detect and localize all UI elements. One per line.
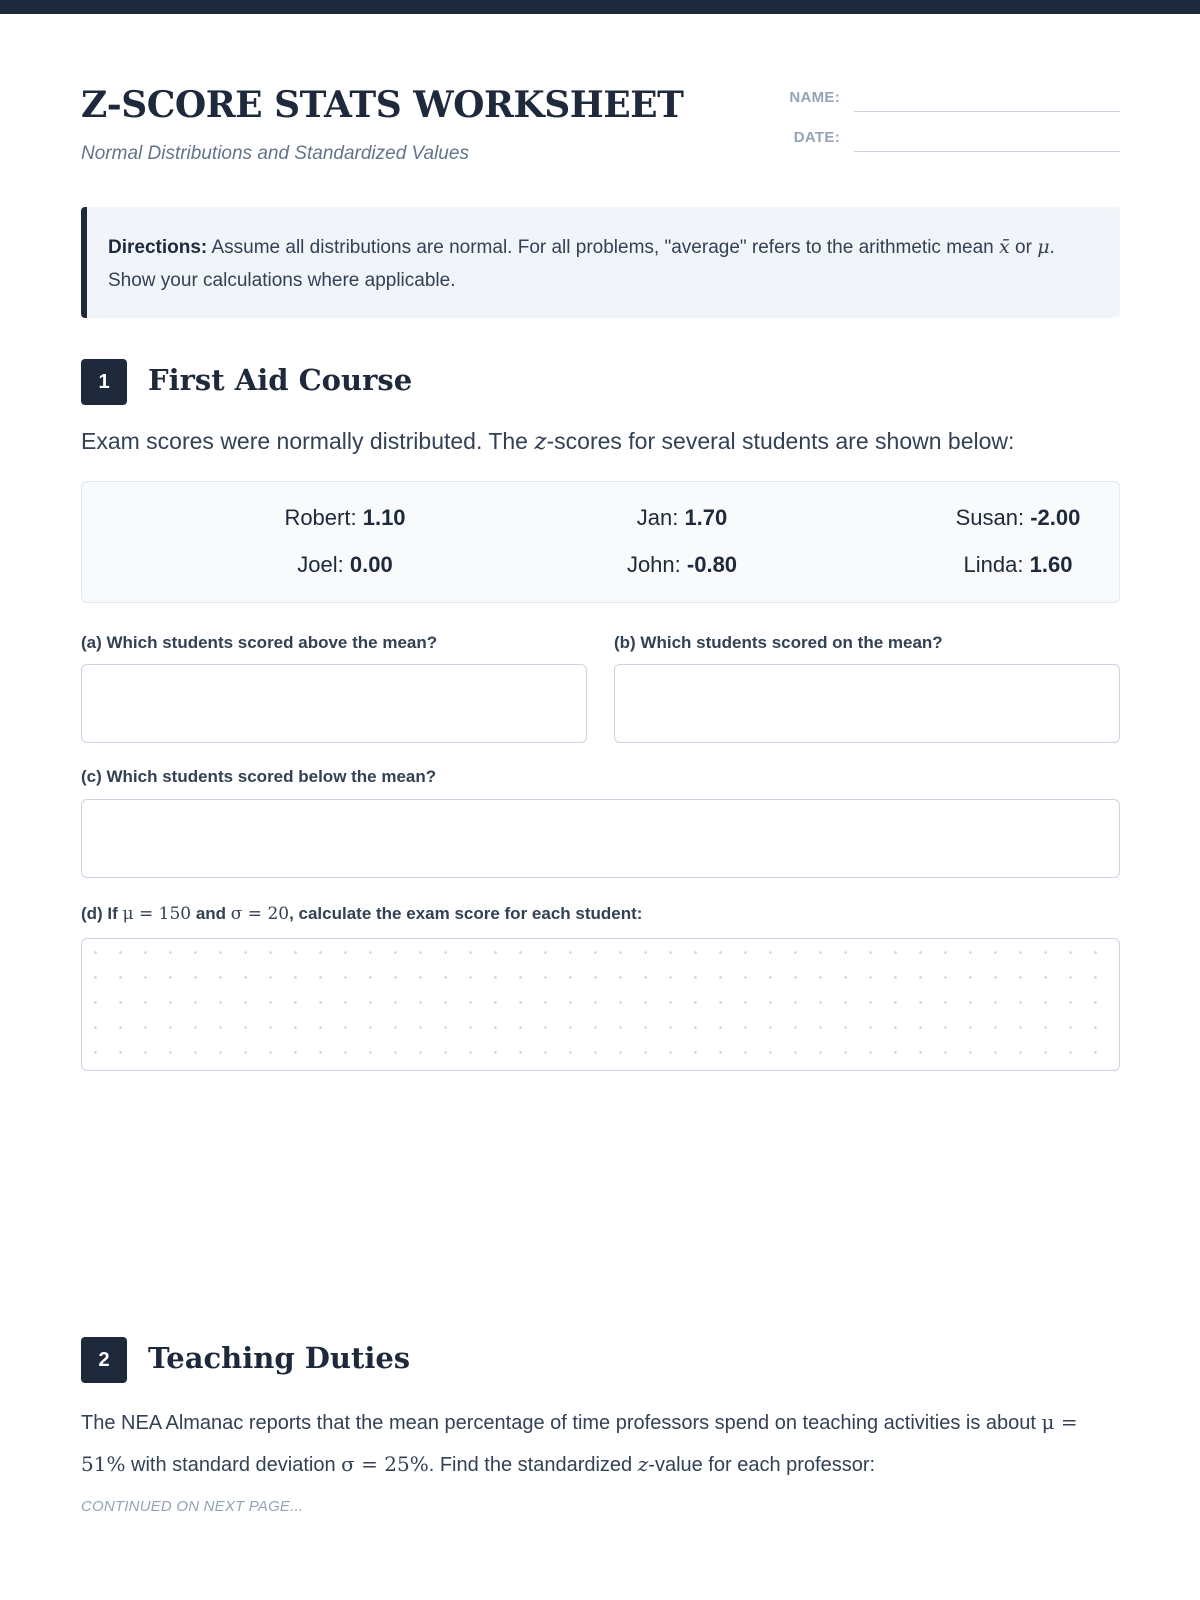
directions-text-b: or xyxy=(1009,237,1038,258)
section-2-text-d: -value for each professor: xyxy=(648,1454,876,1476)
name-field-row xyxy=(780,84,1120,110)
student-score xyxy=(845,505,1191,531)
continued-note: CONTINUED ON NEXT PAGE... xyxy=(81,1498,304,1515)
section-2-badge: 2 xyxy=(81,1337,127,1383)
student-score xyxy=(509,505,855,531)
question-b-label: (b) Which students scored on the mean? xyxy=(614,633,943,652)
student-score xyxy=(172,505,518,531)
section-1-intro xyxy=(81,428,1014,455)
directions-text-a: Assume all distributions are normal. For all problems, "average" refers to the arithmetic mean xyxy=(207,237,1000,258)
section-1-header xyxy=(81,359,681,405)
student-name: Susan: xyxy=(955,505,1025,530)
student-z-value: 1.60 xyxy=(1029,552,1073,577)
answer-d-dot-grid[interactable] xyxy=(81,938,1120,1071)
student-z-value: 1.10 xyxy=(362,505,406,530)
z-symbol: z xyxy=(534,429,547,455)
section-2-paragraph xyxy=(81,1402,1081,1486)
date-label: DATE: xyxy=(793,129,840,146)
mu-equation: μ = 51% xyxy=(81,1410,1078,1476)
directions-text-c: . Show your calculations where applicable. xyxy=(108,237,1055,291)
question-c-label: (c) Which students scored below the mean? xyxy=(81,767,437,786)
question-d-label xyxy=(81,904,642,924)
question-d-text-mid: and xyxy=(191,904,231,923)
answer-c-box[interactable] xyxy=(81,799,1120,878)
z-scores-box xyxy=(81,481,1120,603)
student-score xyxy=(845,552,1191,578)
sigma-equation: σ = 25% xyxy=(341,1452,429,1476)
worksheet-title: Z-SCORE STATS WORKSHEET xyxy=(81,84,684,126)
date-field-row xyxy=(780,124,1120,150)
student-z-value: -2.00 xyxy=(1030,505,1081,530)
student-name: Robert: xyxy=(284,505,357,530)
answer-b-box[interactable] xyxy=(614,664,1120,743)
question-d-text-pre: (d) If xyxy=(81,904,123,923)
student-score xyxy=(509,552,855,578)
student-z-value: -0.80 xyxy=(686,552,738,577)
student-name: Jan: xyxy=(636,505,679,530)
section-1-badge: 1 xyxy=(81,359,127,405)
name-field[interactable] xyxy=(854,111,1120,112)
section-2-title: Teaching Duties xyxy=(148,1341,411,1375)
worksheet-page xyxy=(81,0,1120,1600)
date-field[interactable] xyxy=(854,151,1120,152)
worksheet-header xyxy=(81,84,1120,174)
student-z-value: 1.70 xyxy=(684,505,728,530)
student-name: Joel: xyxy=(297,552,344,577)
worksheet-subtitle: Normal Distributions and Standardized Values xyxy=(81,143,469,164)
question-a-label: (a) Which students scored above the mean? xyxy=(81,633,438,652)
section-2-header xyxy=(81,1337,681,1383)
mu-symbol: μ xyxy=(1037,236,1050,258)
student-score xyxy=(172,552,518,578)
directions-label: Directions: xyxy=(108,237,208,258)
answer-a-box[interactable] xyxy=(81,664,587,743)
mu-equation: μ = 150 xyxy=(122,904,192,924)
section-2-text-b: with standard deviation xyxy=(125,1454,342,1476)
xbar-symbol: x̄ xyxy=(999,236,1010,258)
student-name: John: xyxy=(626,552,681,577)
intro-text-a: Exam scores were normally distributed. The xyxy=(81,428,535,454)
intro-text-b: -scores for several students are shown below: xyxy=(546,428,1015,454)
section-2-text-a: The NEA Almanac reports that the mean percentage of time professors spend on teaching activities is about xyxy=(81,1412,1042,1434)
sigma-equation: σ = 20 xyxy=(230,904,290,924)
name-label: NAME: xyxy=(789,89,840,106)
z-symbol: z xyxy=(637,1452,649,1476)
directions-box xyxy=(81,207,1120,318)
question-d-text-post: , calculate the exam score for each student: xyxy=(289,904,643,923)
student-z-value: 0.00 xyxy=(349,552,393,577)
student-name: Linda: xyxy=(963,552,1024,577)
section-2-text-c: . Find the standardized xyxy=(428,1454,638,1476)
section-1-title: First Aid Course xyxy=(148,363,413,397)
